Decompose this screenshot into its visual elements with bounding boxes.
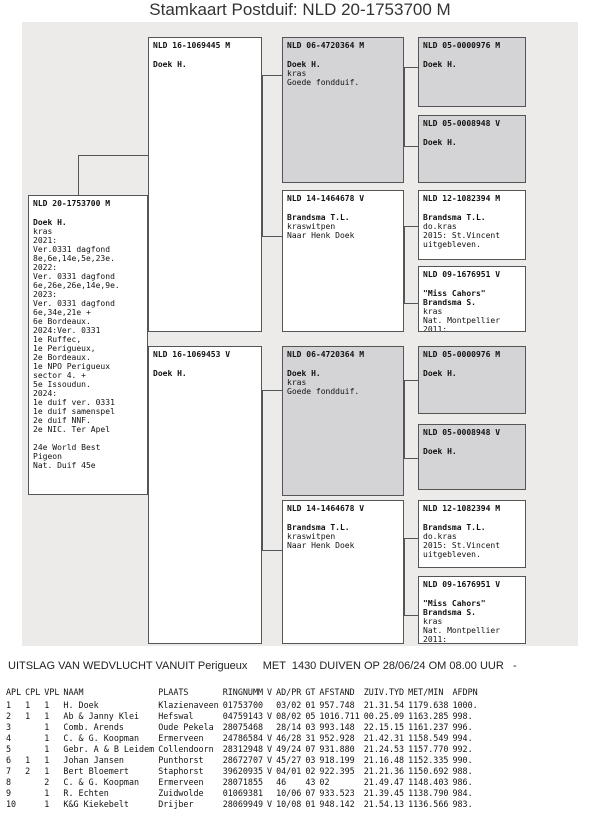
table-cell: 10/08: [276, 798, 302, 809]
table-cell: 07: [305, 743, 316, 754]
table-row: [4, 743, 480, 754]
ring-number: NLD 05-0008948 V: [423, 428, 501, 437]
table-cell: C. & G. Koopman: [63, 776, 140, 787]
table-cell: 28069949: [222, 798, 264, 809]
pedigree-note: 1e Perigueux,: [33, 344, 96, 353]
pedigree-note: 2024:: [33, 389, 58, 398]
table-cell: Johan Jansen: [63, 754, 124, 765]
table-row: [4, 798, 480, 809]
table-cell: 1: [44, 710, 50, 721]
table-cell: 05: [305, 710, 316, 721]
pedigree-note: 2e duif NNF.: [33, 416, 91, 425]
table-cell: [265, 776, 274, 787]
table-row: [4, 754, 480, 765]
table-cell: 21.39.45: [363, 787, 405, 798]
pedigree-note: 2021:: [33, 236, 58, 245]
table-cell: 6: [6, 754, 12, 765]
table-cell: 1136.566: [408, 798, 449, 809]
pedigree-note: do.kras: [423, 532, 457, 541]
column-header: CPL: [25, 687, 41, 697]
pedigree-note: 8e,6e,14e,5e,23e.: [33, 254, 115, 263]
table-cell: [23, 721, 42, 732]
pedigree-root: [28, 195, 148, 495]
table-cell: 01: [305, 699, 316, 710]
table-cell: 1158.549: [408, 732, 449, 743]
table-cell: 2: [25, 765, 31, 776]
table-cell: 39620935: [222, 765, 264, 776]
table-cell: 996.: [452, 721, 473, 732]
pedigree-dam-dam: [282, 500, 404, 644]
table-cell: 8: [6, 776, 12, 787]
table-cell: Zuidwolde: [158, 787, 204, 798]
pedigree-note: Ver. 0331 dagfond: [33, 299, 115, 308]
table-cell: [265, 699, 274, 710]
table-cell: V: [267, 765, 273, 776]
table-cell: V: [267, 798, 273, 809]
table-cell: K&G Kiekebelt: [63, 798, 129, 809]
table-cell: 10: [6, 798, 17, 809]
pedigree-note: 1e Ruffec,: [33, 335, 82, 344]
pedigree-note: 5e Issoudun.: [33, 380, 91, 389]
pedigree-note: 1e duif ver. 0331: [33, 398, 115, 407]
pedigree-note: Ver.0331 dagfond: [33, 245, 111, 254]
table-cell: [23, 787, 42, 798]
pedigree-sdd: [418, 266, 526, 332]
ring-number: NLD 14-1464678 V: [287, 504, 365, 513]
pedigree-note: 1e NPO Perigueux: [33, 362, 111, 371]
table-cell: 43: [305, 776, 316, 787]
table-cell: [23, 776, 42, 787]
column-header: RINGNUMM: [222, 687, 264, 697]
table-cell: Punthorst: [158, 754, 204, 765]
table-cell: 992.: [452, 743, 473, 754]
pedigree-note: 24e World Best: [33, 443, 101, 452]
pedigree-note: kraswitpen: [287, 532, 336, 541]
pedigree-sire: [148, 37, 262, 332]
table-cell: 01753700: [222, 699, 264, 710]
owner-name: Brandsma T.L.: [423, 213, 486, 222]
ring-number: NLD 06-4720364 M: [287, 350, 365, 359]
table-cell: C. & G. Koopman: [63, 732, 140, 743]
pedigree-note: kras: [33, 227, 53, 236]
column-header: GT: [305, 687, 316, 697]
column-header: AD/PR: [276, 687, 302, 697]
column-header: AFDPN: [452, 687, 478, 697]
table-cell: R. Echten: [63, 787, 109, 798]
table-cell: 988.: [452, 765, 473, 776]
table-cell: 998.: [452, 710, 473, 721]
table-cell: 1: [25, 710, 31, 721]
page-title: Stamkaart Postduif: NLD 20-1753700 M: [149, 0, 451, 19]
column-header: MET/MIN: [408, 687, 444, 697]
table-cell: 1: [44, 798, 50, 809]
pedigree-dss: [418, 346, 526, 414]
table-cell: 933.523: [319, 787, 355, 798]
owner-name: Doek H.: [423, 369, 457, 378]
pedigree-note: Pigeon: [33, 452, 62, 461]
table-cell: 04/01: [276, 765, 302, 776]
pedigree-note: sector 4. +: [33, 371, 86, 380]
ring-number: NLD 09-1676951 V: [423, 270, 501, 279]
table-cell: 1: [6, 699, 12, 710]
table-cell: [23, 732, 42, 743]
table-cell: Klazienaveen: [158, 699, 219, 710]
table-cell: Bert Bloemert: [63, 765, 129, 776]
ring-number: NLD 06-4720364 M: [287, 41, 365, 50]
table-row: [4, 699, 480, 710]
pedigree-sds: [418, 190, 526, 260]
pedigree-note: 2e Bordeaux.: [33, 353, 91, 362]
table-cell: 1: [25, 754, 31, 765]
table-cell: 28312948: [222, 743, 264, 754]
table-cell: V: [267, 754, 273, 765]
table-cell: 46/28: [276, 732, 302, 743]
table-cell: 1: [44, 787, 50, 798]
pedigree-sss: [418, 37, 526, 107]
table-cell: 957.748: [319, 699, 355, 710]
ring-number: NLD 09-1676951 V: [423, 580, 501, 589]
owner-name: "Miss Cahors" Brandsma S.: [423, 289, 486, 307]
table-cell: 28071855: [222, 776, 264, 787]
table-cell: 1: [44, 721, 50, 732]
table-cell: 07: [305, 787, 316, 798]
table-cell: 00.25.09: [363, 710, 405, 721]
owner-name: "Miss Cahors" Brandsma S.: [423, 599, 486, 617]
table-cell: 1150.692: [408, 765, 449, 776]
table-cell: 948.142: [319, 798, 355, 809]
table-cell: 3: [6, 721, 12, 732]
table-cell: 922.395: [319, 765, 355, 776]
pedigree-dam-sire: [282, 346, 404, 496]
table-cell: 21.54.13: [363, 798, 405, 809]
table-cell: [23, 743, 42, 754]
owner-name: Doek H.: [287, 369, 321, 378]
table-cell: 10/06: [276, 787, 302, 798]
table-cell: Ab & Janny Klei: [63, 710, 140, 721]
table-cell: Staphorst: [158, 765, 204, 776]
pedigree-note: Goede fondduif.: [287, 78, 360, 87]
column-header: VPL: [44, 687, 60, 697]
pedigree-ssd: [418, 115, 526, 183]
pedigree-note: uitgebleven.: [423, 550, 481, 559]
table-cell: 1: [44, 765, 50, 776]
table-cell: 03: [305, 754, 316, 765]
pedigree-note: kras: [423, 617, 443, 626]
table-cell: 9: [6, 787, 12, 798]
table-row: [4, 765, 480, 776]
owner-name: Doek H.: [33, 218, 67, 227]
owner-name: Brandsma T.L.: [287, 523, 350, 532]
table-cell: [265, 721, 274, 732]
pedigree-note: 2024:Ver. 0331: [33, 326, 101, 335]
table-cell: 986.: [452, 776, 473, 787]
table-cell: 02: [305, 765, 316, 776]
pedigree-note: kras: [287, 378, 307, 387]
owner-name: Doek H.: [423, 60, 457, 69]
owner-name: Doek H.: [423, 447, 457, 456]
table-cell: V: [267, 710, 273, 721]
owner-name: Brandsma T.L.: [287, 213, 350, 222]
table-cell: 49/24: [276, 743, 302, 754]
column-header: PLAATS: [158, 687, 189, 697]
table-cell: 993.148: [319, 721, 355, 732]
column-header: ZUIV.TYD: [363, 687, 405, 697]
pedigree-note: uitgebleven.: [423, 240, 481, 249]
table-cell: 1161.237: [408, 721, 449, 732]
owner-name: Doek H.: [153, 369, 187, 378]
table-cell: Oude Pekela: [158, 721, 214, 732]
pedigree-sire-sire: [282, 37, 404, 183]
table-cell: V: [267, 732, 273, 743]
pedigree-dam: [148, 346, 262, 644]
table-cell: H. Doek: [63, 699, 99, 710]
table-cell: 45/27: [276, 754, 302, 765]
results-table: [4, 685, 480, 809]
table-cell: 03: [305, 721, 316, 732]
table-cell: 1: [25, 699, 31, 710]
table-cell: Hefswal: [158, 710, 194, 721]
table-cell: 983.: [452, 798, 473, 809]
table-cell: 1016.711: [319, 710, 360, 721]
ring-number: NLD 14-1464678 V: [287, 194, 365, 203]
pedigree-note: Naar Henk Doek: [287, 541, 355, 550]
pedigree-sire-dam: [282, 190, 404, 332]
table-cell: 1000.: [452, 699, 478, 710]
table-cell: 1: [44, 754, 50, 765]
results-title: UITSLAG VAN WEDVLUCHT VANUIT Perigueux MET 1430 DUIVEN OP 28/06/24 OM 08.00 UUR -: [8, 660, 517, 672]
pedigree-note: Nat. Duif 45e: [33, 461, 96, 470]
table-cell: Ermerveen: [158, 776, 204, 787]
pedigree-note: 2e NIC. Ter Apel: [33, 425, 111, 434]
pedigree-dds: [418, 500, 526, 568]
pedigree-note: 2011:: [423, 325, 448, 332]
column-header: APL: [6, 687, 22, 697]
table-cell: Comb. Arends: [63, 721, 124, 732]
pedigree-note: 2011:: [423, 635, 448, 644]
table-cell: 08/02: [276, 710, 302, 721]
table-row: [4, 787, 480, 798]
pedigree-note: kras: [287, 69, 307, 78]
table-cell: 01069381: [222, 787, 264, 798]
table-cell: Ermerveen: [158, 732, 204, 743]
table-cell: 1163.285: [408, 710, 449, 721]
table-cell: 04759143: [222, 710, 264, 721]
table-cell: 994.: [452, 732, 473, 743]
table-cell: 1: [44, 743, 50, 754]
ring-number: NLD 16-1069445 M: [153, 41, 231, 50]
table-cell: 5: [6, 743, 12, 754]
table-row: [4, 710, 480, 721]
table-cell: 46: [276, 776, 287, 787]
table-cell: 7: [6, 765, 12, 776]
pedigree-note: kraswitpen: [287, 222, 336, 231]
pedigree-note: 2015: St.Vincent: [423, 541, 501, 550]
pedigree-note: 6e,26e,26e,14e,9e.: [33, 281, 120, 290]
table-cell: 24786584: [222, 732, 264, 743]
table-cell: 21.49.47: [363, 776, 405, 787]
table-cell: 01: [305, 798, 316, 809]
table-cell: 28075468: [222, 721, 264, 732]
table-row: [4, 721, 480, 732]
pedigree-note: Goede fondduif.: [287, 387, 360, 396]
table-cell: 21.16.48: [363, 754, 405, 765]
owner-name: Doek H.: [423, 138, 457, 147]
table-cell: 1148.403: [408, 776, 449, 787]
table-cell: 984.: [452, 787, 473, 798]
column-header: AFSTAND: [319, 687, 355, 697]
table-cell: 1152.335: [408, 754, 449, 765]
column-header: V: [267, 687, 273, 697]
table-cell: 931.880: [319, 743, 355, 754]
table-cell: 1138.790: [408, 787, 449, 798]
table-cell: Drijber: [158, 798, 194, 809]
table-cell: 2: [6, 710, 12, 721]
owner-name: Doek H.: [153, 60, 187, 69]
table-cell: 21.24.53: [363, 743, 405, 754]
pedigree-note: Naar Henk Doek: [287, 231, 355, 240]
table-cell: 21.31.54: [363, 699, 405, 710]
pedigree-note: 1e duif samenspel: [33, 407, 115, 416]
pedigree-note: Nat. Montpellier: [423, 316, 501, 325]
pedigree-note: 2015: St.Vincent: [423, 231, 501, 240]
pedigree-note: [33, 434, 143, 443]
table-cell: 31: [305, 732, 316, 743]
pedigree-note: Nat. Montpellier: [423, 626, 501, 635]
owner-name: Brandsma T.L.: [423, 523, 486, 532]
owner-name: Doek H.: [287, 60, 321, 69]
table-cell: 22.15.15: [363, 721, 405, 732]
ring-number: NLD 05-0008948 V: [423, 119, 501, 128]
table-cell: 1: [44, 732, 50, 743]
table-cell: 2: [44, 776, 50, 787]
pedigree-note: 6e,34e,21e +: [33, 308, 91, 317]
results-header-row: [4, 685, 480, 699]
table-cell: 02: [319, 776, 330, 787]
table-cell: 1: [44, 699, 50, 710]
pedigree-note: kras: [423, 307, 443, 316]
table-cell: 03/02: [276, 699, 302, 710]
pedigree-note: 2022:: [33, 263, 58, 272]
ring-number: NLD 12-1082394 M: [423, 194, 501, 203]
table-cell: [23, 798, 42, 809]
table-row: [4, 732, 480, 743]
column-header: NAAM: [63, 687, 84, 697]
pedigree-note: Ver. 0331 dagfond: [33, 272, 115, 281]
ring-number: NLD 05-0000976 M: [423, 41, 501, 50]
table-cell: Gebr. A & B Leidem: [63, 743, 155, 754]
table-cell: [265, 787, 274, 798]
pedigree-ddd: [418, 576, 526, 644]
table-cell: 28/14: [276, 721, 302, 732]
table-cell: 1179.638: [408, 699, 449, 710]
table-cell: 990.: [452, 754, 473, 765]
table-cell: 4: [6, 732, 12, 743]
table-cell: 28672707: [222, 754, 264, 765]
table-cell: 21.21.36: [363, 765, 405, 776]
pedigree-dsd: [418, 424, 526, 490]
table-cell: 952.928: [319, 732, 355, 743]
table-cell: 21.42.31: [363, 732, 405, 743]
ring-number: NLD 05-0000976 M: [423, 350, 501, 359]
pedigree-note: 2023:: [33, 290, 58, 299]
pedigree-note: 6e Bordeaux.: [33, 317, 91, 326]
ring-number: NLD 16-1069453 V: [153, 350, 231, 359]
ring-number: NLD 20-1753700 M: [33, 199, 111, 208]
table-cell: 918.199: [319, 754, 355, 765]
table-row: [4, 776, 480, 787]
table-cell: V: [267, 743, 273, 754]
ring-number: NLD 12-1082394 M: [423, 504, 501, 513]
pedigree-note: do.kras: [423, 222, 457, 231]
table-cell: 1157.770: [408, 743, 449, 754]
table-cell: Collendoorn: [158, 743, 214, 754]
